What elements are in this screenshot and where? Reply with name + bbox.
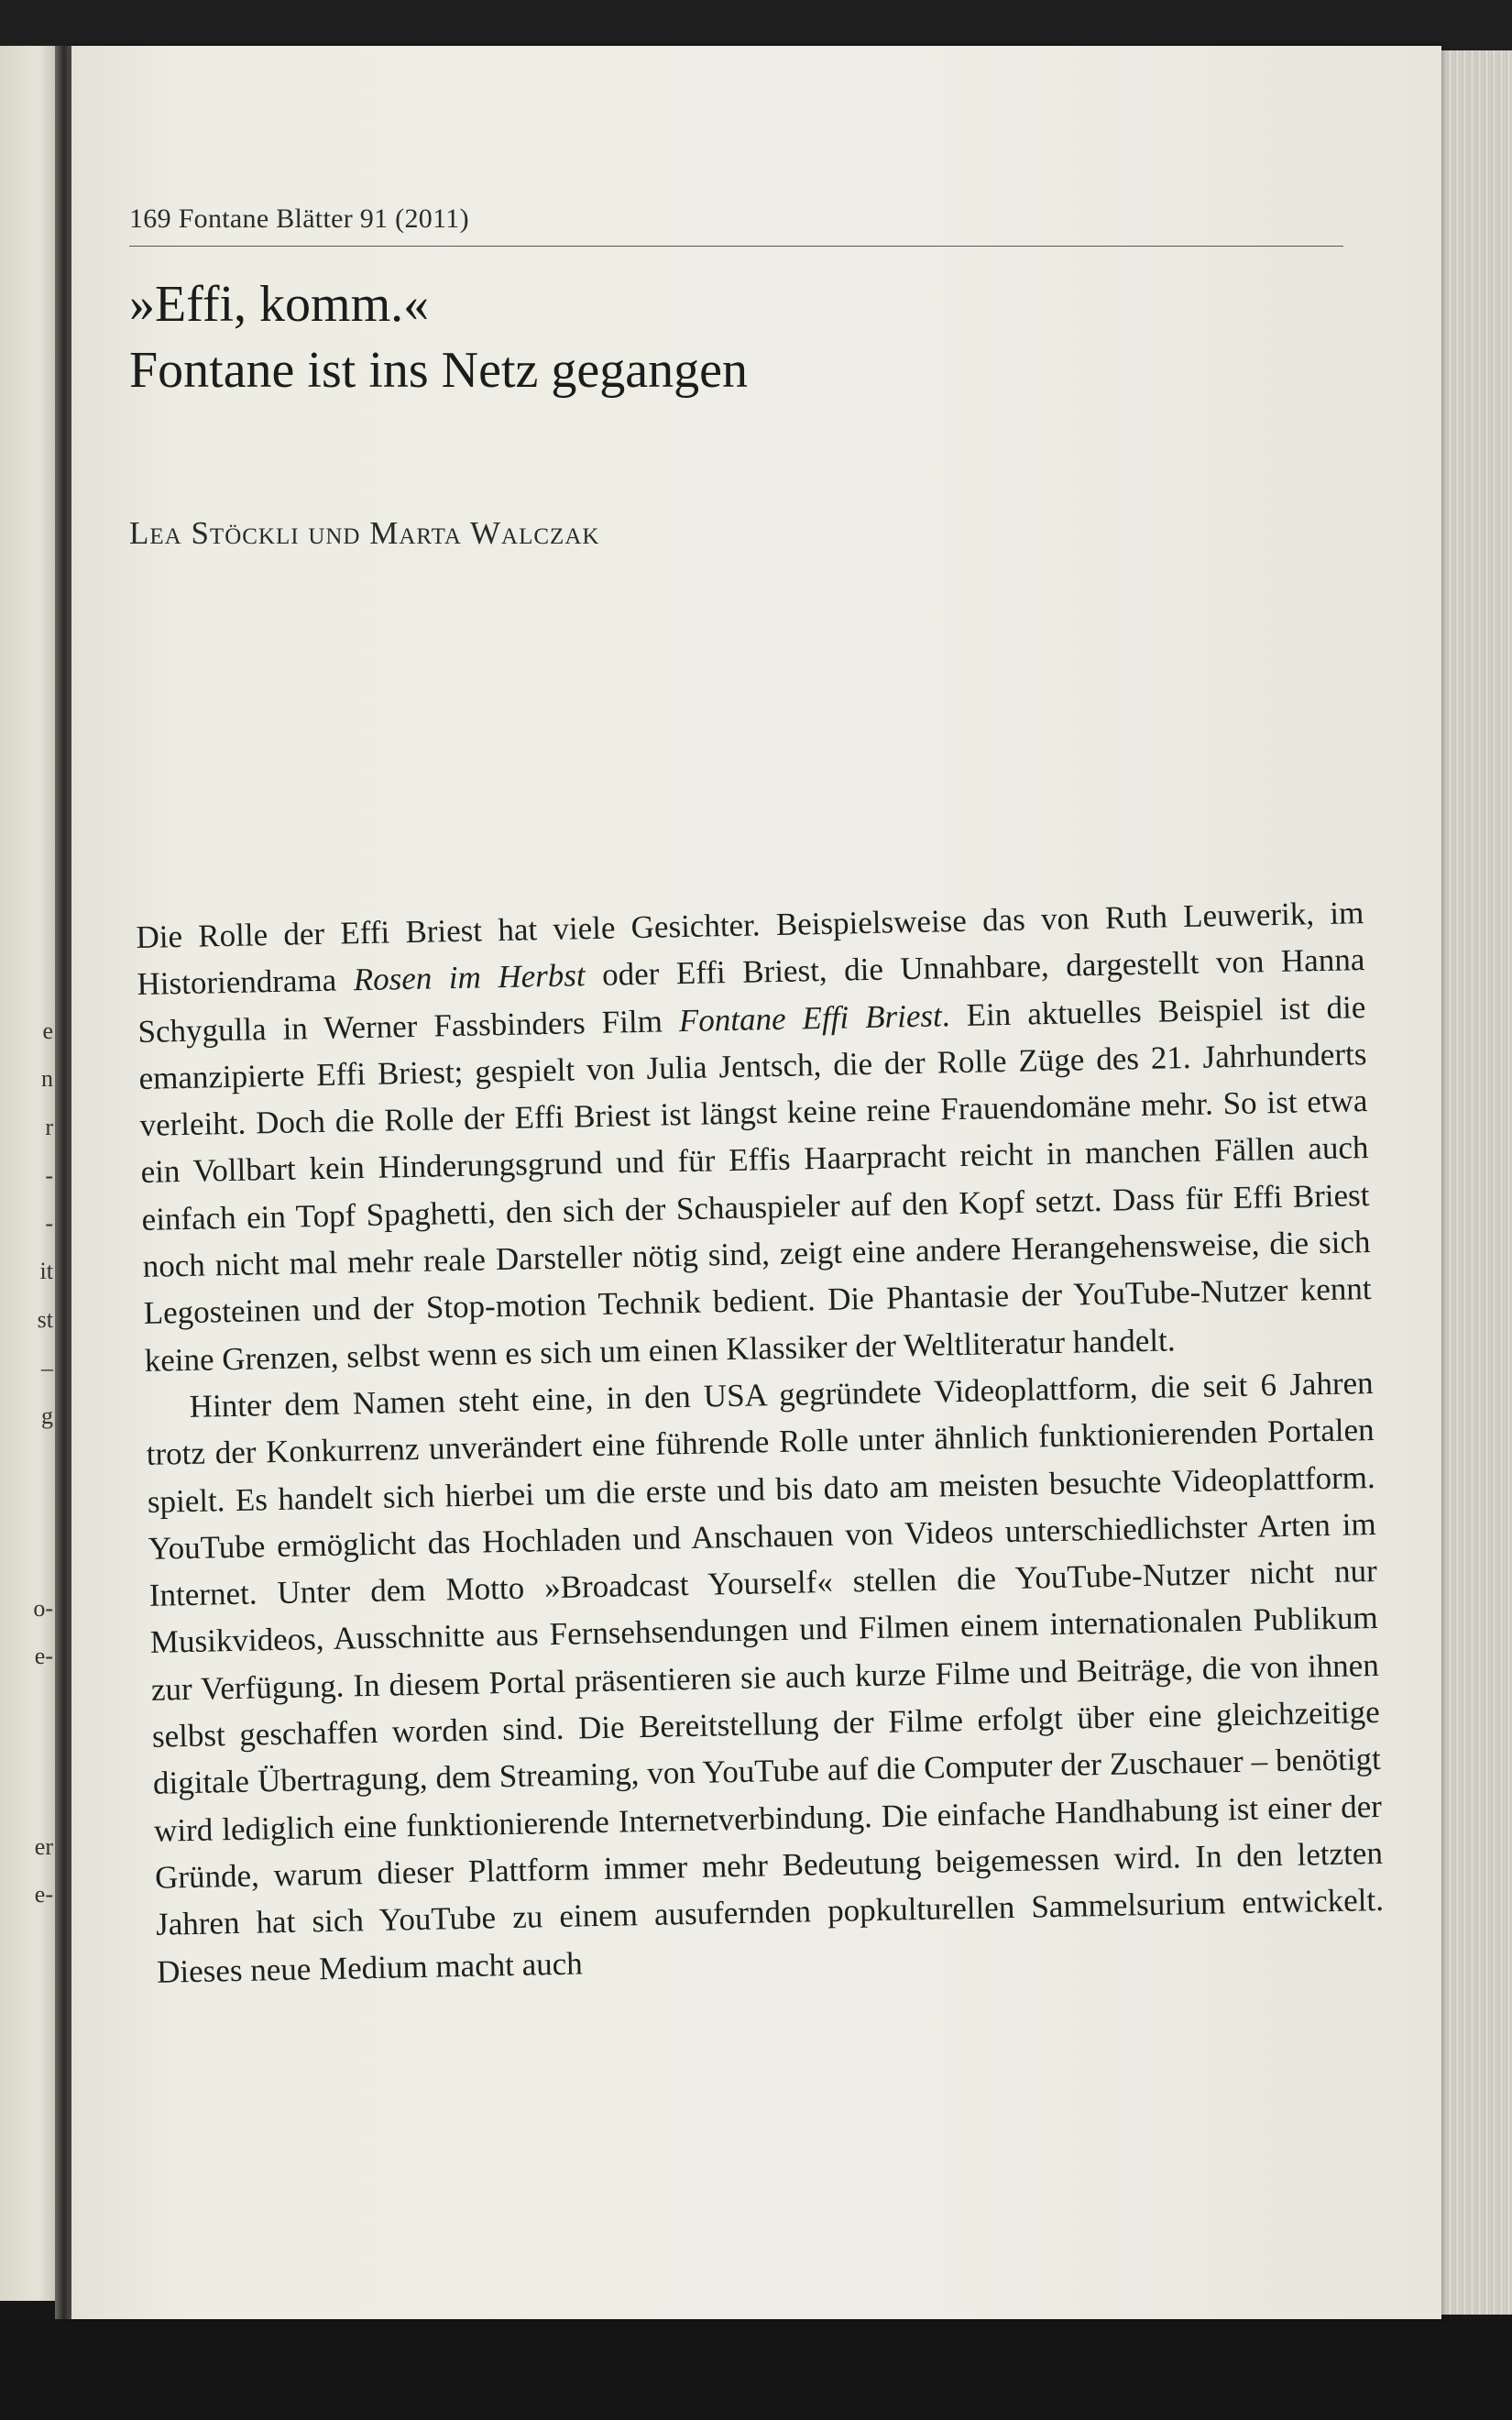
margin-fragment: g <box>41 1402 53 1429</box>
margin-fragment: r <box>45 1114 53 1140</box>
title-line-1: »Effi, komm.« <box>129 276 430 333</box>
book-page <box>71 46 1441 2319</box>
margin-fragment: n <box>41 1065 53 1092</box>
margin-fragment: e- <box>34 1643 53 1669</box>
margin-fragment: o- <box>33 1595 53 1622</box>
running-head: 169 Fontane Blätter 91 (2011) <box>129 204 469 234</box>
text-run: . Ein aktuelles Beispiel ist die emanzipierte Effi Briest; gespielt von Julia Jentsch, die der Rolle Züge des 21. Jahrhunderts verleiht. Doch die Rolle der Effi Briest ist längst keine reine Frauendomäne mehr. So ist etwa ein Vollbart kein Hinderungsgrund und für Effis Haarpracht reicht in manchen Fällen auch einfach ein Topf Spaghetti, den sich der Schauspieler auf den Kopf setzt. Dass für Effi Briest noch nicht mal mehr reale Darsteller nötig sind, zeigt eine andere Herangehensweise, die sich Legosteinen und der Stop-motion Technik bedient. Die Phantasie der YouTube-Nutzer kennt keine Grenzen, selbst wenn es sich um einen Klassiker der Weltliteratur handelt. <box>138 988 1372 1379</box>
article-body <box>136 889 1385 1995</box>
article-authors: Lea Stöckli und Marta Walczak <box>129 515 600 551</box>
film-title: Rosen im Herbst <box>353 957 586 998</box>
margin-fragment: - <box>45 1162 53 1189</box>
article-title <box>129 271 748 403</box>
margin-fragment: st <box>37 1306 53 1333</box>
margin-fragment: er <box>34 1833 53 1860</box>
paragraph-1 <box>136 889 1373 1384</box>
margin-fragment: e <box>42 1018 53 1044</box>
header-rule <box>129 246 1343 247</box>
paragraph-2: Hinter dem Namen steht eine, in den USA gegründete Videoplattform, die seit 6 Jahren trotz der Konkurrenz unverändert eine führende Rolle unter ähnlich funktionierenden Portalen spielt. Es handelt sich hierbei um die erste und bis dato am meisten besuchte Videoplattform. YouTube ermöglicht das Hochladen und Anschauen von Videos unterschiedlichster Arten im Internet. Unter dem Motto »Broadcast Yourself« stellen die YouTube-Nutzer nicht nur Musikvideos, Ausschnitte aus Fernsehsendungen und Filmen einem internationalen Publikum zur Verfügung. In diesem Portal präsentieren sie auch kurze Filme und Beiträge, die von ihnen selbst geschaffen worden sind. Die Bereitstellung der Filme erfolgt über eine gleichzeitige digitale Übertragung, dem Streaming, von YouTube auf die Computer der Zuschauer – benötigt wird lediglich eine funktionierende Internetverbindung. Die einfache Handhabung ist einer der Gründe, warum dieser Plattform immer mehr Bedeutung beigemessen wird. In den letzten Jahren hat sich YouTube zu einem ausufernden popkulturellen Sammelsurium entwickelt. Dieses neue Medium macht auch <box>146 1364 1385 1990</box>
page-stack-edges <box>1430 50 1512 2315</box>
margin-fragment: it <box>39 1258 53 1284</box>
text-run: oder Effi Briest, die Unnahbare, dargestellt von Hanna Schygulla in Werner Fassbinders Film <box>137 941 1365 1050</box>
margin-fragment: e- <box>34 1881 53 1908</box>
margin-fragment: - <box>45 1210 53 1237</box>
margin-fragment: – <box>41 1355 53 1381</box>
film-title: Fontane Effi Briest <box>678 996 943 1039</box>
text-run: Die Rolle der Effi Briest hat viele Gesichter. Beispielsweise das von Ruth Leuwerik, im Historiendrama <box>136 895 1364 1003</box>
title-line-2: Fontane ist ins Netz gegangen <box>129 342 748 399</box>
